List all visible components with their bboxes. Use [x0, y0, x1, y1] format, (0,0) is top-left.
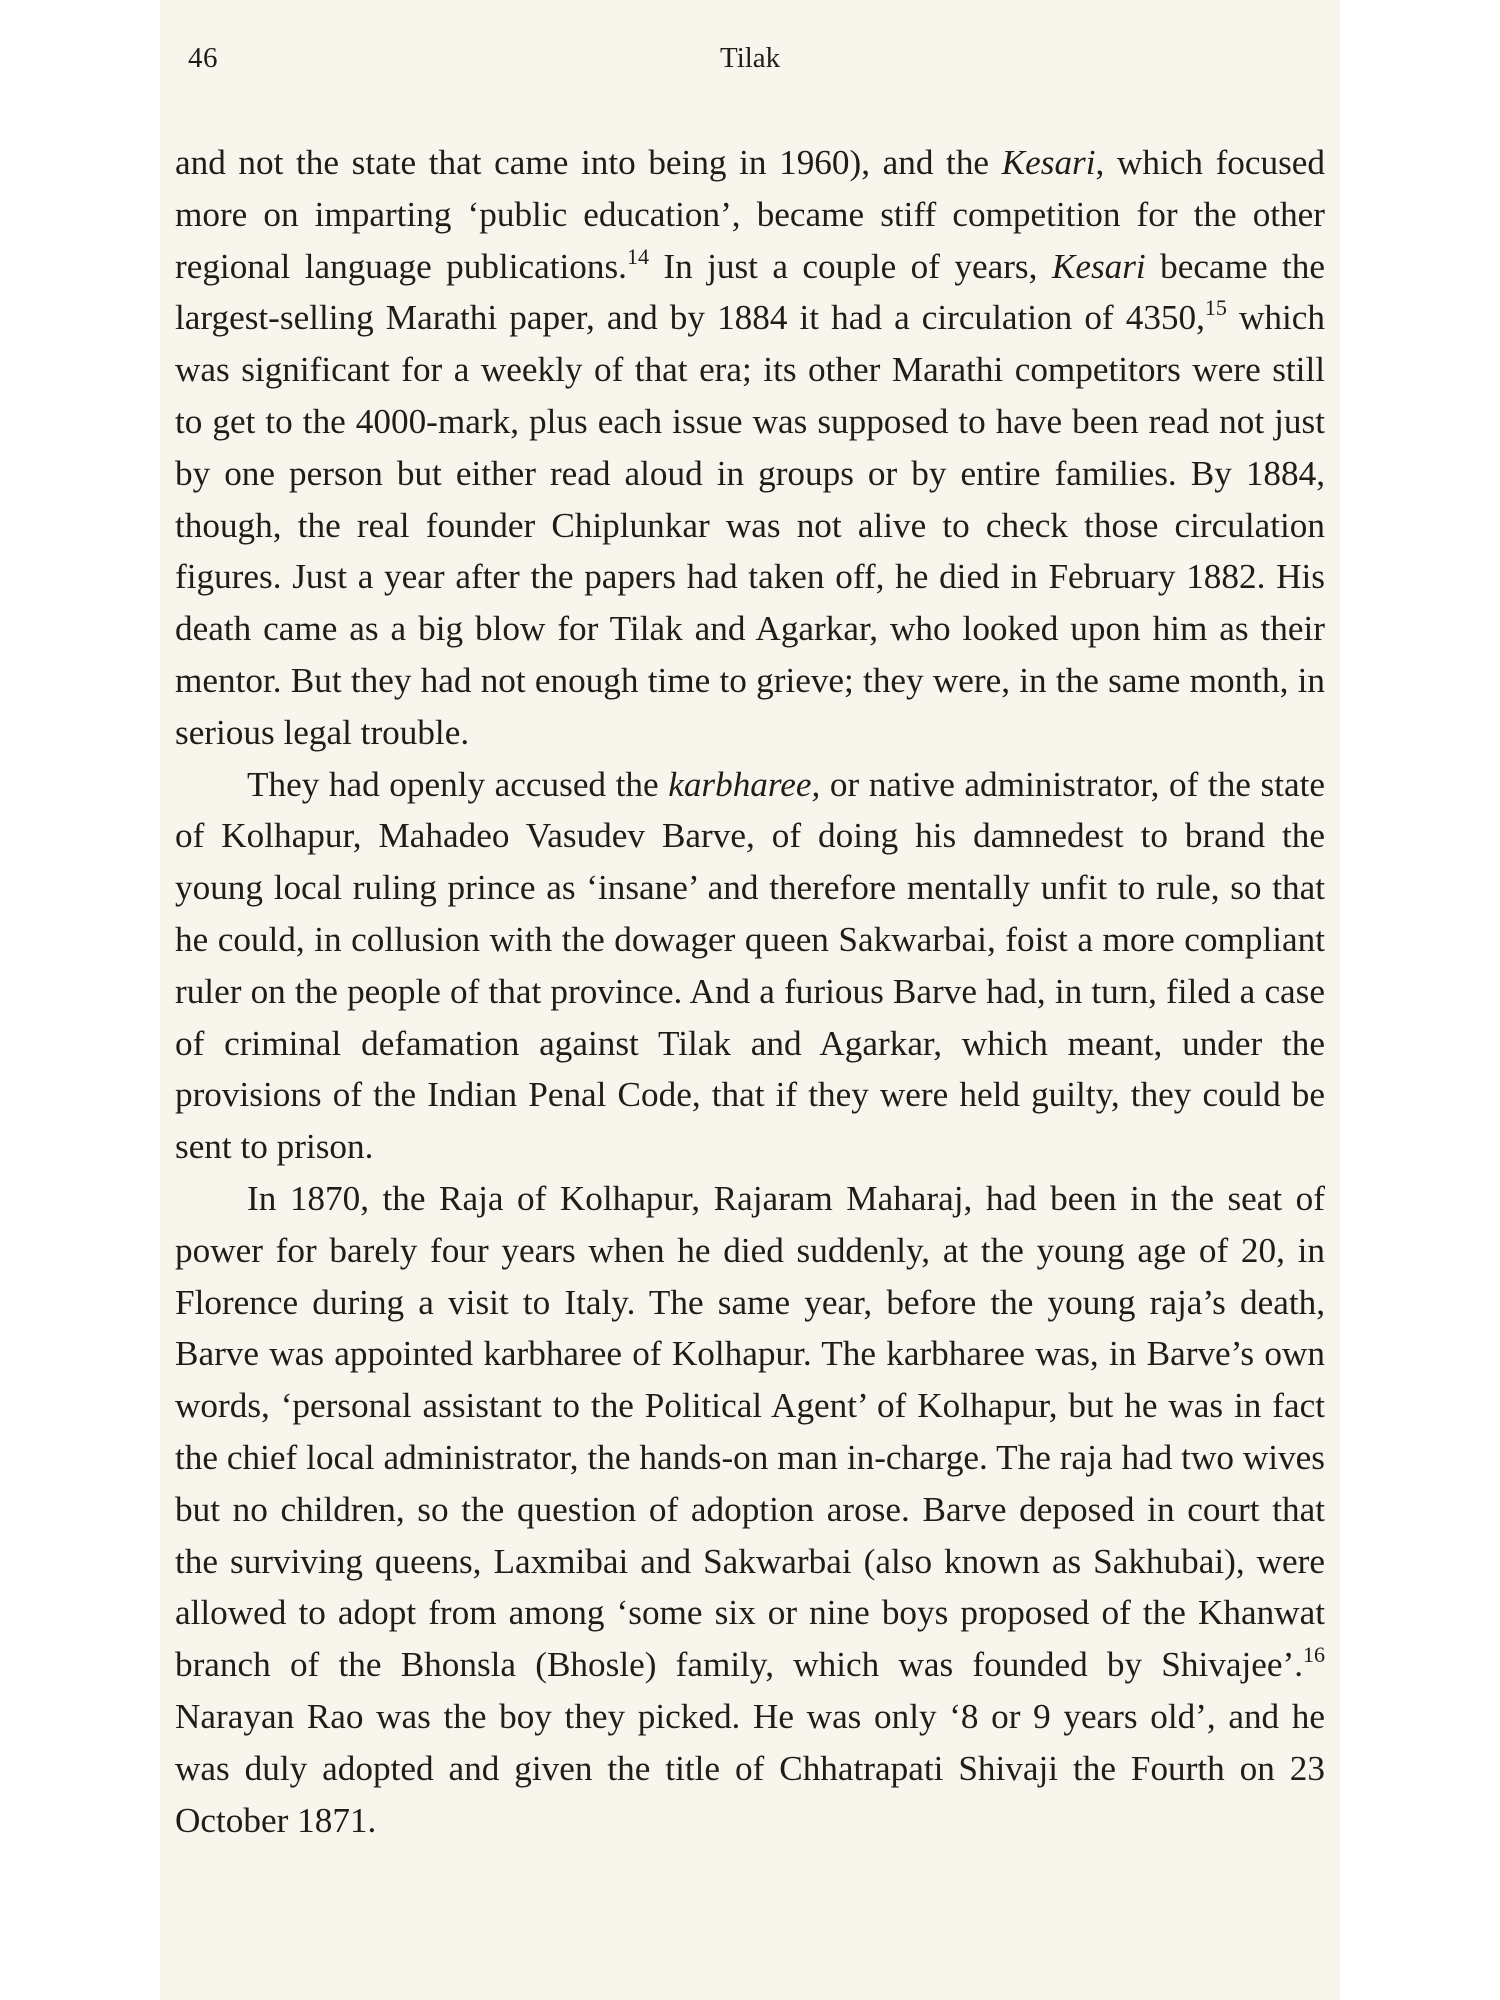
- text-segment: In 1870, the Raja of Kolhapur, Rajaram Maharaj, had been in the seat of power for barely four years when he died suddenly, at the young age of 20, in Florence during a visit to Italy. The same year, before the young raja’s death, Barve was appointed karbharee of Kolhapur. The karbharee was, in Barve’s own words, ‘personal assistant to the Political Agent’ of Kolhapur, but he was in fact the chief local administrator, the hands-on man in-charge. The raja had two wives but no children, so the question of adoption arose. Barve deposed in court that the surviving queens, Laxmibai and Sakwarbai (also known as Sakhubai), were allowed to adopt from among ‘some six or nine boys proposed of the Khanwat branch of the Bhonsla (Bhosle) family, which was founded by Shivajee’.: [175, 1178, 1325, 1685]
- running-title: Tilak: [720, 42, 781, 74]
- text-segment: and not the state that came into being in 1960), and the: [175, 143, 1002, 182]
- text-segment: , which focused more on imparting ‘public education’, became stiff competition for the other regional language publications.: [175, 143, 1325, 286]
- italic-text: Kesari: [1051, 246, 1146, 286]
- text-segment: In just a couple of years,: [648, 246, 1052, 286]
- text-segment: Narayan Rao was the boy they picked. He was only ‘8 or 9 years old’, and he was duly adopted and given the title of Chhatrapati Shivaji the Fourth on 23 October 1871.: [175, 1696, 1325, 1840]
- text-segment: became the largest-selling Marathi paper, and by 1884 it had a circulation of 4350,: [175, 246, 1325, 338]
- text-segment: which was significant for a weekly of that era; its other Marathi competitors were still to get to the 4000-mark, plus each issue was supposed to have been read not just by one person but either read aloud in groups or by entire families. By 1884, though, the real founder Chiplunkar was not alive to check those circulation figures. Just a year after the papers had taken off, he died in February 1882. His death came as a big blow for Tilak and Agarkar, who looked upon him as their mentor. But they had not enough time to grieve; they were, in the same month, in serious legal trouble.: [175, 298, 1325, 752]
- footnote-ref-15: 15: [1204, 295, 1227, 321]
- footnote-ref-16: 16: [1303, 1642, 1325, 1668]
- paragraph-3: [175, 1173, 1325, 1846]
- book-page: [160, 0, 1340, 2000]
- footnote-ref-14: 14: [626, 243, 649, 269]
- body-text: [175, 137, 1325, 1846]
- text-segment: They had openly accused the: [247, 764, 669, 804]
- page-header: [160, 42, 1340, 82]
- page-number: 46: [188, 42, 218, 74]
- italic-text: karbharee,: [668, 764, 821, 804]
- text-segment: or native administrator, of the state of Kolhapur, Mahadeo Vasudev Barve, of doing his damnedest to brand the young local ruling prince as ‘insane’ and therefore mentally unfit to rule, so that he could, in collusion with the dowager queen Sakwarbai, foist a more compliant ruler on the people of that province. And a furious Barve had, in turn, filed a case of criminal defamation against Tilak and Agarkar, which meant, under the provisions of the Indian Penal Code, that if they were held guilty, they could be sent to prison.: [175, 764, 1326, 1167]
- italic-text: Kesari: [1001, 143, 1096, 182]
- paragraph-2: [175, 759, 1325, 1173]
- paragraph-1: [175, 137, 1325, 759]
